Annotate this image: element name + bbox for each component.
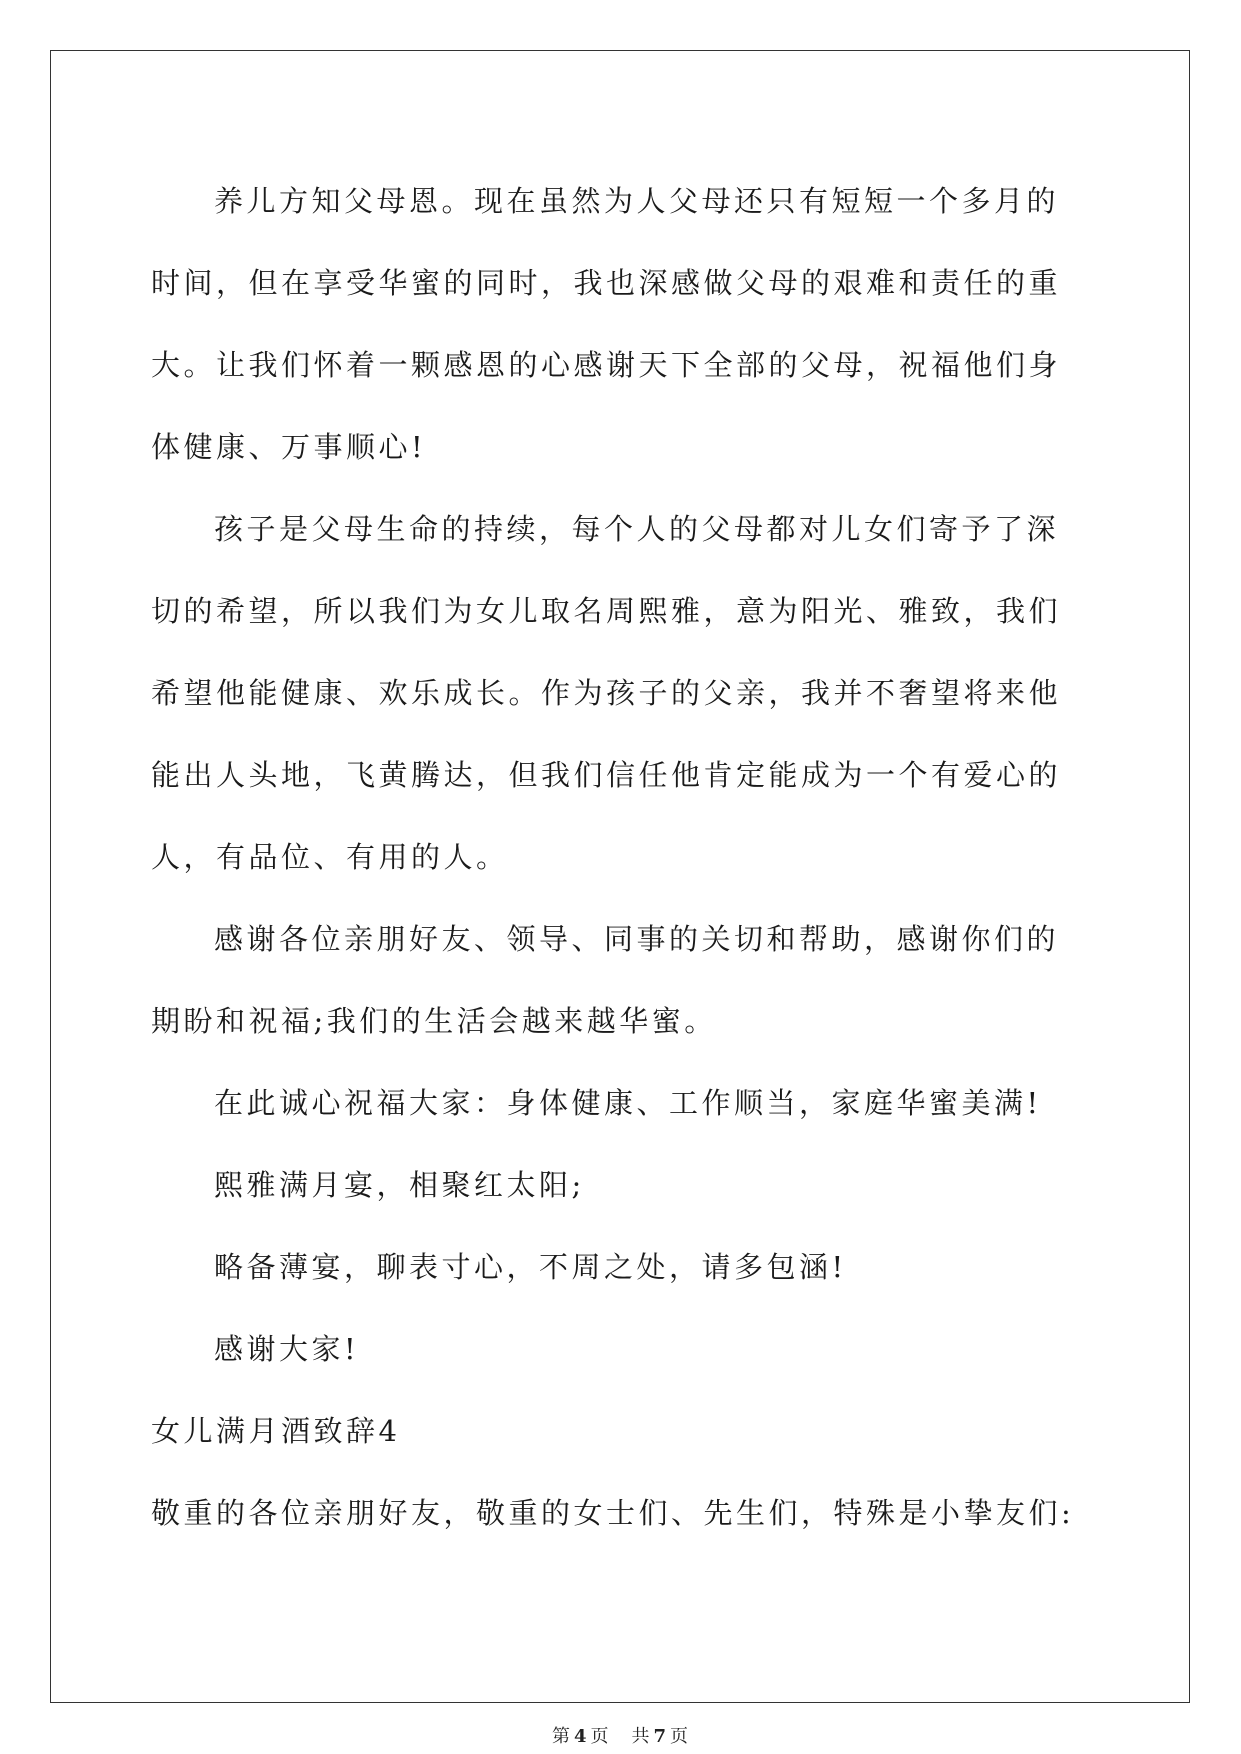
paragraph-6: 略备薄宴，聊表寸心，不周之处，请多包涵! xyxy=(214,1250,847,1284)
paragraph-2: 孩子是父母生命的持续，每个人的父母都对儿女们寄予了深切的希望，所以我们为女儿取名周熙雅，意为阳光、雅致，我们希望他能健康、欢乐成长。作为孩子的父亲，我并不奢望将来他能出人头地，飞黄腾达，但我们信任他肯定能成为一个有爱心的人，有品位、有用的人。 xyxy=(151,512,1062,874)
page-footer xyxy=(0,1722,1241,1748)
footer-page-unit: 页 xyxy=(590,1726,610,1747)
footer-total-prefix: 共 xyxy=(631,1726,651,1747)
paragraph-1: 养儿方知父母恩。现在虽然为人父母还只有短短一个多月的时间，但在享受华蜜的同时，我也深感做父母的艰难和责任的重大。让我们怀着一颗感恩的心感谢天下全部的父母，祝福他们身体健康、万事顺心! xyxy=(151,184,1062,464)
paragraph-3: 感谢各位亲朋好友、领导、同事的关切和帮助，感谢你们的期盼和祝福;我们的生活会越来越华蜜。 xyxy=(151,922,1060,1038)
paragraph-4: 在此诚心祝福大家：身体健康、工作顺当，家庭华蜜美满! xyxy=(214,1086,1042,1120)
document-body xyxy=(151,160,1091,1554)
salutation: 敬重的各位亲朋好友，敬重的女士们、先生们，特殊是小挚友们: xyxy=(151,1496,1075,1530)
total-pages-number: 7 xyxy=(653,1726,668,1747)
paragraph-7: 感谢大家! xyxy=(214,1332,360,1366)
section-heading: 女儿满月酒致辞4 xyxy=(151,1414,401,1448)
current-page-number: 4 xyxy=(573,1726,588,1747)
paragraph-5: 熙雅满月宴，相聚红太阳; xyxy=(214,1168,585,1202)
footer-total-unit: 页 xyxy=(670,1726,690,1747)
footer-prefix: 第 xyxy=(551,1726,571,1747)
